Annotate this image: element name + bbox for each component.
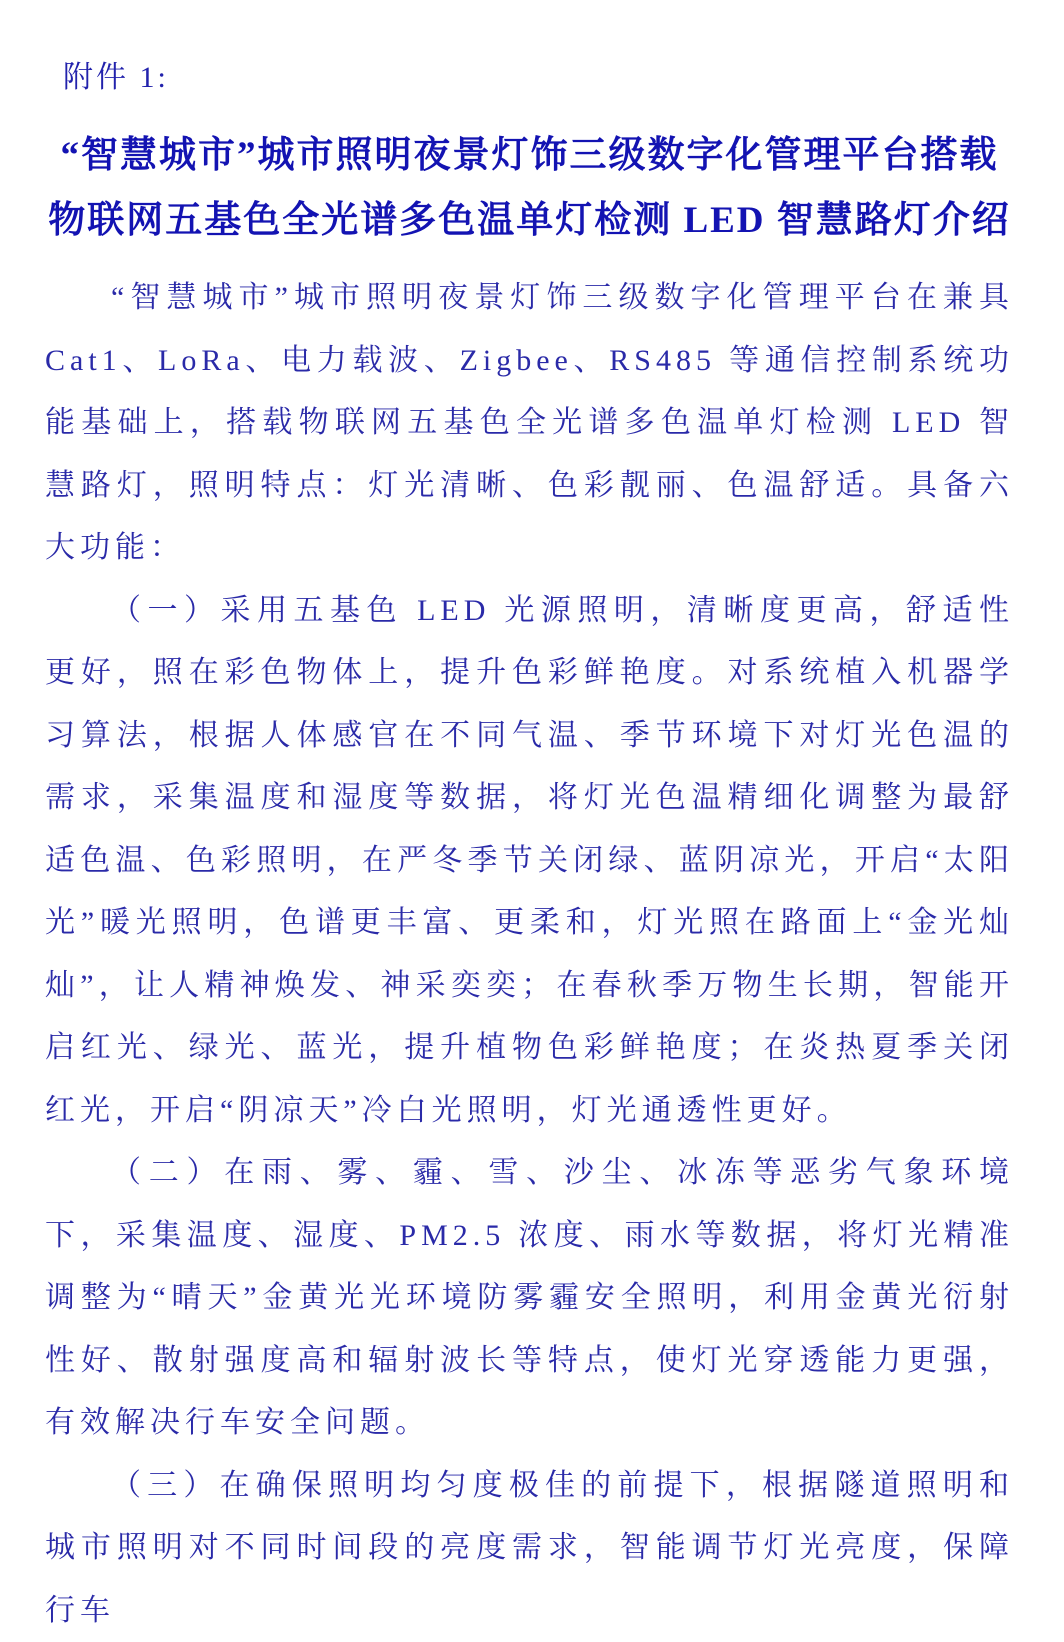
document-title-line-2: 物联网五基色全光谱多色温单灯检测 LED 智慧路灯介绍 xyxy=(45,188,1014,253)
document-title xyxy=(45,123,1014,253)
paragraph-function-3: （三）在确保照明均匀度极佳的前提下，根据隧道照明和城市照明对不同时间段的亮度需求，智能调节灯光亮度，保障行车 xyxy=(45,1455,1014,1642)
paragraph-function-2: （二）在雨、雾、霾、雪、沙尘、冰冻等恶劣气象环境下，采集温度、湿度、PM2.5 浓度、雨水等数据，将灯光精准调整为“晴天”金黄光光环境防雾霾安全照明，利用金黄光衍射性好、散射强度高和辐射波长等特点，使灯光穿透能力更强，有效解决行车安全问题。 xyxy=(45,1142,1014,1455)
document-body xyxy=(45,267,1014,1642)
paragraph-function-1: （一）采用五基色 LED 光源照明，清晰度更高，舒适性更好，照在彩色物体上，提升色彩鲜艳度。对系统植入机器学习算法，根据人体感官在不同气温、季节环境下对灯光色温的需求，采集温度和湿度等数据，将灯光色温精细化调整为最舒适色温、色彩照明，在严冬季节关闭绿、蓝阴凉光，开启“太阳光”暖光照明，色谱更丰富、更柔和，灯光照在路面上“金光灿灿”，让人精神焕发、神采奕奕；在春秋季万物生长期，智能开启红光、绿光、蓝光，提升植物色彩鲜艳度；在炎热夏季关闭红光，开启“阴凉天”冷白光照明，灯光通透性更好。 xyxy=(45,580,1014,1143)
document-title-line-1: “智慧城市”城市照明夜景灯饰三级数字化管理平台搭载 xyxy=(45,123,1014,188)
attachment-label: 附件 1: xyxy=(45,55,1014,101)
paragraph-intro: “智慧城市”城市照明夜景灯饰三级数字化管理平台在兼具 Cat1、LoRa、电力载波、Zigbee、RS485 等通信控制系统功能基础上，搭载物联网五基色全光谱多色温单灯检测 LED 智慧路灯，照明特点：灯光清晰、色彩靓丽、色温舒适。具备六大功能： xyxy=(45,267,1014,580)
